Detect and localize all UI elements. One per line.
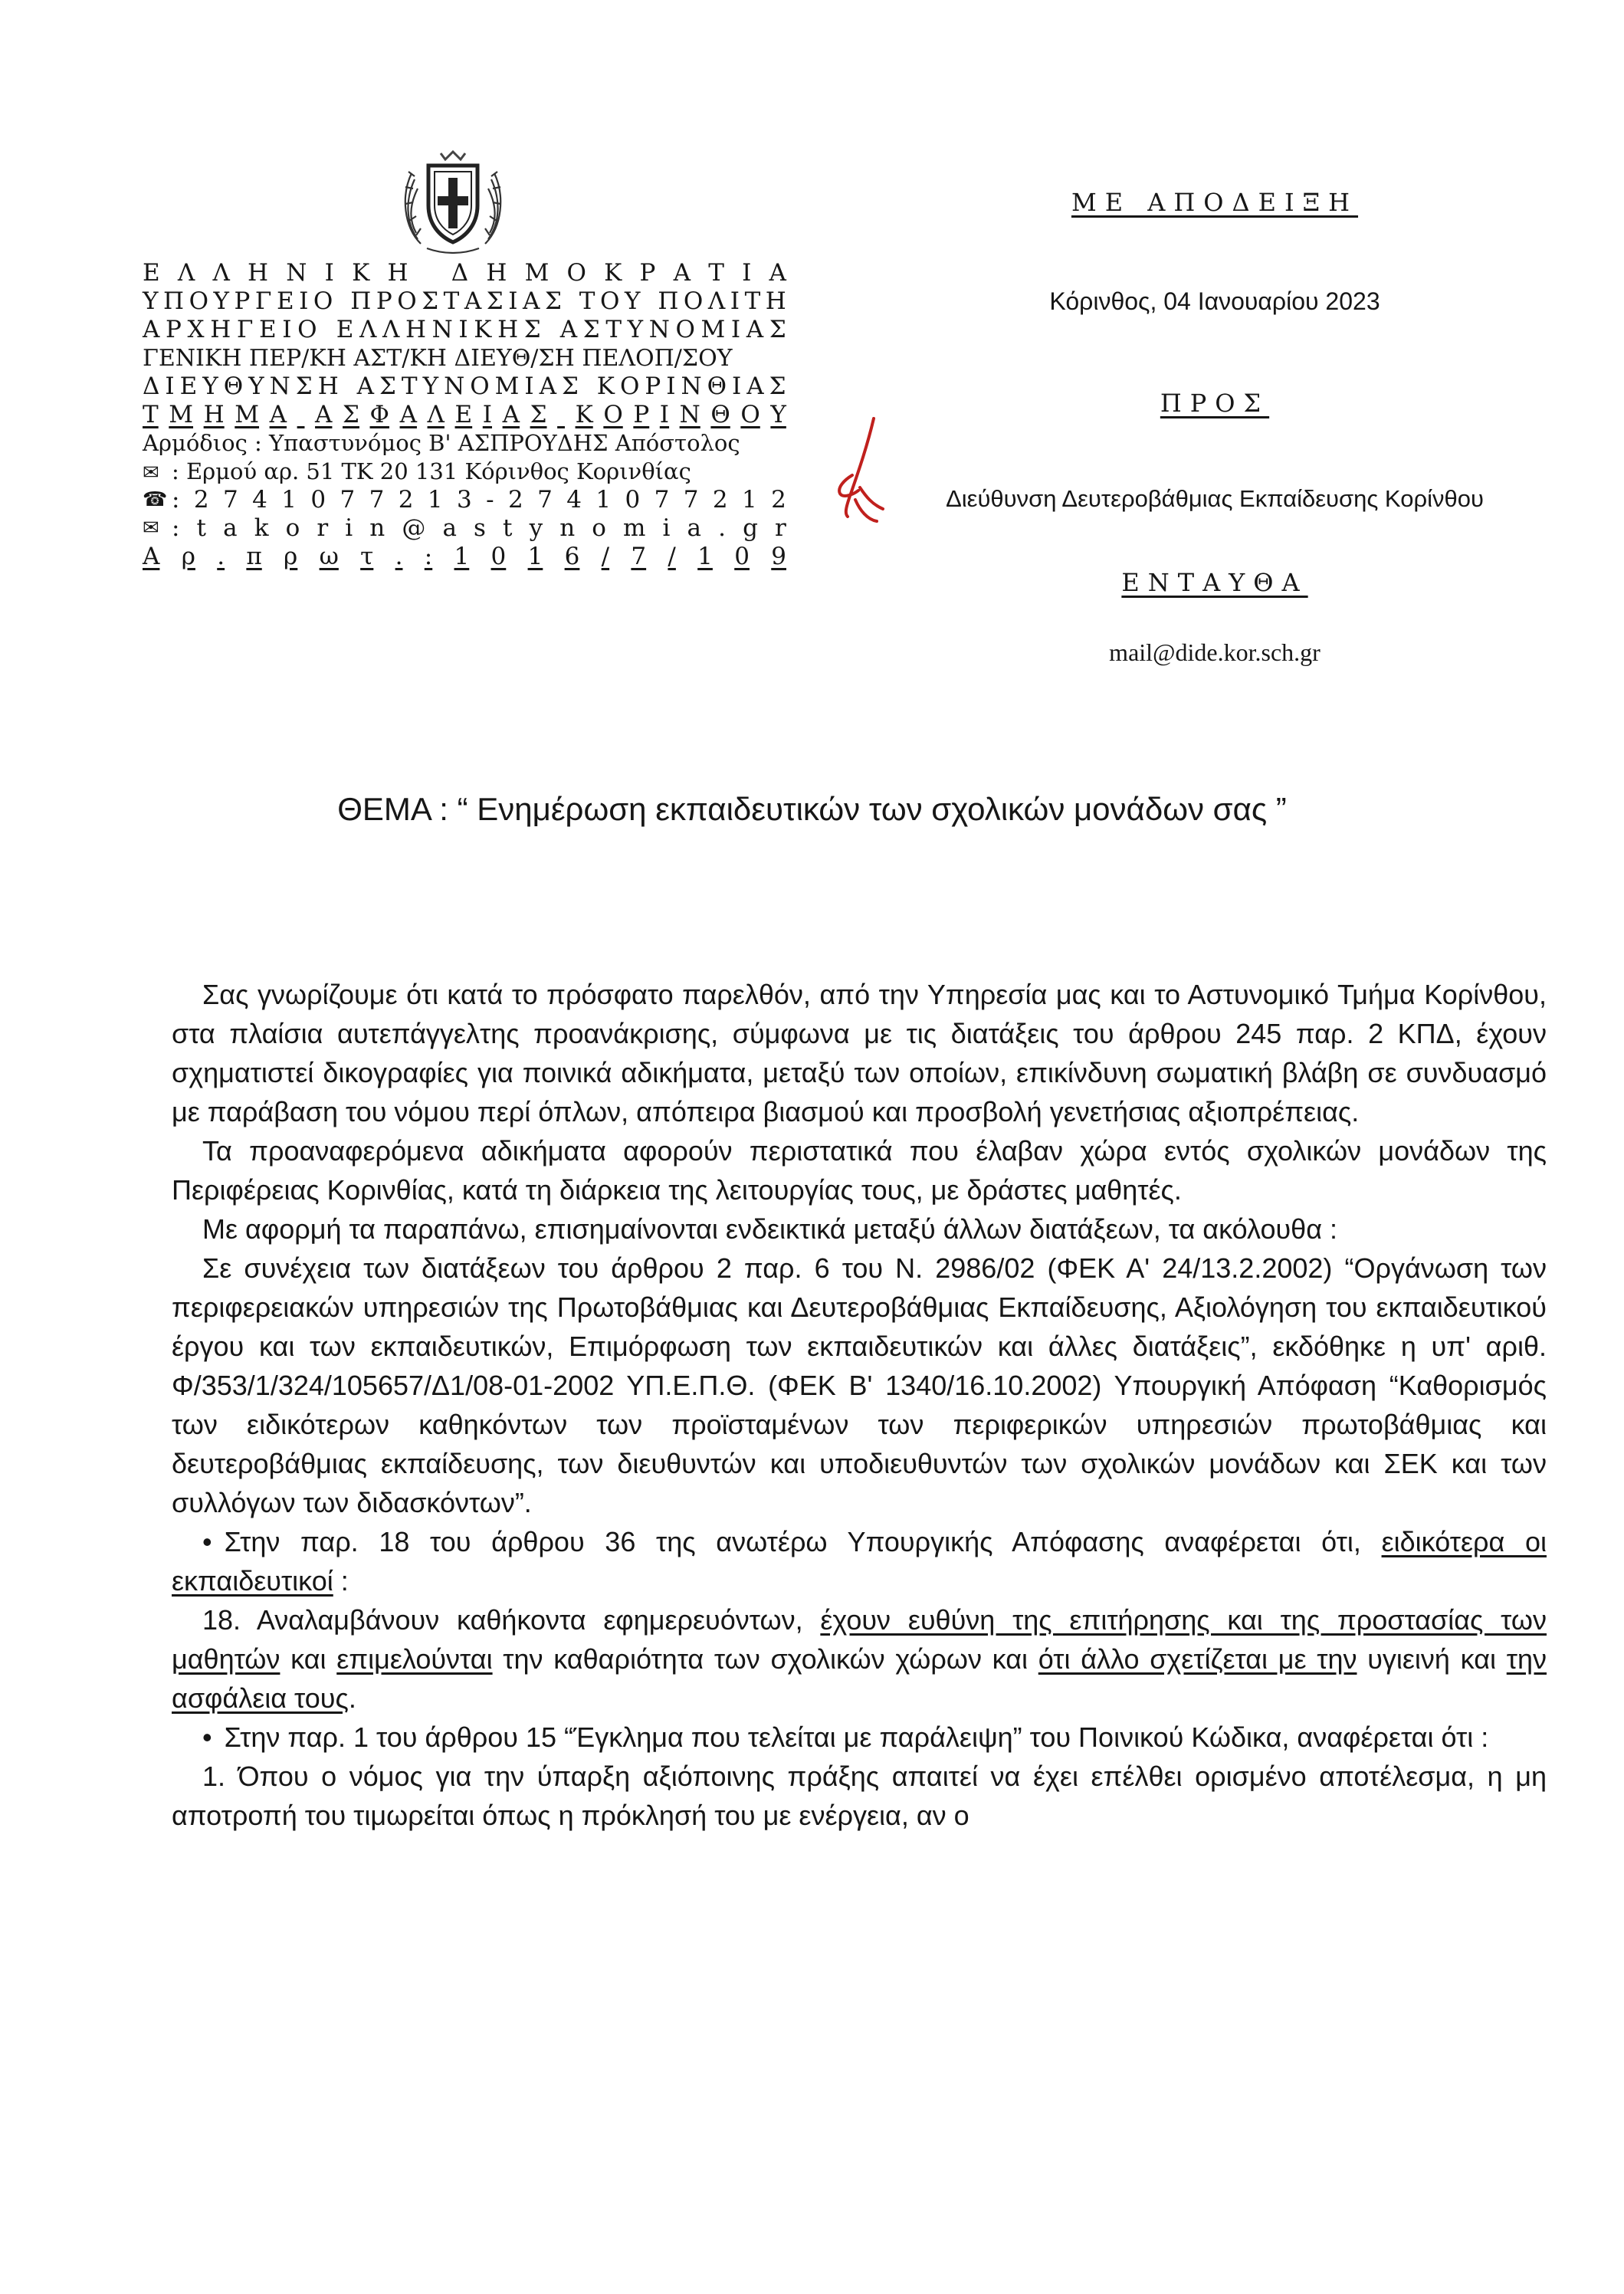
header-glyph: Θ <box>710 401 730 428</box>
header-glyph: Ι <box>482 401 493 428</box>
sender-header <box>143 259 786 571</box>
header-glyph: Η <box>497 316 519 343</box>
header-glyph: Ν <box>431 316 453 343</box>
header-glyph: Ρ <box>645 372 661 400</box>
header-glyph: Ο <box>313 287 333 315</box>
paragraph-8: 1. Όπου ο νόμος για την ύπαρξη αξιόποινης πράξης απαιτεί να έχει επέλθει ορισμένο αποτέλεσμα, η μη αποτροπή του τιμωρείται όπως η πρόκλησή του με ενέργεια, αν ο <box>172 1761 1547 1831</box>
header-glyph: Ι <box>508 287 518 315</box>
header-glyph: n <box>369 514 385 542</box>
header-glyph: Ρ <box>234 287 251 315</box>
header-glyph: Ρ <box>633 401 650 428</box>
header-glyph: k <box>254 514 269 542</box>
mailbox-icon: ✉ <box>143 461 159 484</box>
header-glyph: Α <box>502 401 520 428</box>
header-glyph: y <box>529 514 543 542</box>
header-glyph: Η <box>405 316 427 343</box>
header-glyph: r <box>775 514 786 542</box>
header-line-2 <box>143 287 786 316</box>
paragraph-6: 18. Αναλαμβάνουν καθήκοντα εφημερευόντων, έχουν ευθύνη της επιτήρησης και της προστασίας των μαθητών και επιμελούνται την καθαριότητα των σχολικών χώρων και ότι άλλο σχετίζεται με την υγιεινή και την ασφάλεια τους. <box>172 1604 1547 1714</box>
header-glyph: 1 <box>595 486 612 514</box>
header-glyph: Ε <box>259 316 277 343</box>
header-glyph: Ε <box>336 316 354 343</box>
header-glyph: Α <box>673 259 691 287</box>
header-glyph: Τ <box>401 372 418 400</box>
header-glyph: Θ <box>707 372 727 400</box>
telephone-icon: ☎ <box>143 488 168 511</box>
header-glyph: Ι <box>282 316 292 343</box>
header-glyph: Α <box>559 316 578 343</box>
header-glyph: 7 <box>683 486 699 514</box>
header-glyph: Ρ <box>376 287 392 315</box>
header-glyph: i <box>345 514 353 542</box>
header-glyph: Σ <box>523 316 541 343</box>
header-glyph: Ο <box>619 372 640 400</box>
header-glyph: Α <box>356 372 374 400</box>
header-glyph: Ε <box>454 401 473 428</box>
header-glyph: a <box>223 514 238 542</box>
header-glyph: t <box>503 514 513 542</box>
header-glyph: Ι <box>730 316 741 343</box>
header-glyph: Μ <box>524 259 550 287</box>
header-glyph: Χ <box>187 316 205 343</box>
header-glyph: Α <box>539 372 556 400</box>
header-glyph: 6 <box>564 543 580 570</box>
header-glyph: τ <box>360 543 374 570</box>
header-glyph: 0 <box>490 543 507 570</box>
header-line-6 <box>143 401 786 429</box>
header-glyph: s <box>474 514 486 542</box>
recipient-email: mail@dide.kor.sch.gr <box>1109 638 1321 666</box>
header-glyph: Ι <box>659 401 670 428</box>
header-glyph: Κ <box>352 259 370 287</box>
header-glyph: Γ <box>254 287 272 315</box>
header-glyph: / <box>601 543 610 570</box>
header-glyph <box>557 401 565 429</box>
header-glyph: Ν <box>444 372 465 400</box>
header-glyph: @ <box>402 514 426 542</box>
header-glyph: Ε <box>276 287 294 315</box>
phone-line <box>143 486 786 514</box>
header-glyph: 2 <box>771 486 786 514</box>
header-glyph: 3 <box>456 486 472 514</box>
address-line: ✉ : Ερμού αρ. 51 ΤΚ 20 131 Κόρινθος Κορινθίας <box>143 458 786 486</box>
header-glyph: 2 <box>193 486 209 514</box>
header-glyph: Ι <box>730 287 740 315</box>
letter-body <box>172 975 1547 1835</box>
header-glyph: Τ <box>708 259 724 287</box>
header-glyph <box>297 401 305 429</box>
header-glyph: Υ <box>627 316 644 343</box>
header-glyph: Δ <box>451 259 469 287</box>
header-glyph: ω <box>319 543 339 570</box>
header-glyph: Μ <box>700 316 726 343</box>
header-glyph: Υ <box>422 372 439 400</box>
bullet-paragraph-7: • Στην παρ. 1 του άρθρου 15 “Έγκλημα που τελείται με παράλειψη” του Ποινικού Κώδικα, αναφέρεται ότι : <box>172 1718 1547 1757</box>
header-glyph: ρ <box>181 543 195 570</box>
paragraph-2: Τα προαναφερόμενα αδικήματα αφορούν περιστατικά που έλαβαν χώρα εντός σχολικών μονάδων της Περιφέρειας Κορινθίας, κατά τη διάρκεια της λειτουργίας τους, με δράστες μαθητές. <box>172 1135 1547 1206</box>
header-glyph: Α <box>315 401 333 428</box>
header-glyph: Σ <box>582 316 600 343</box>
header-glyph: n <box>559 514 576 542</box>
header-glyph: Φ <box>369 401 389 428</box>
header-glyph: Α <box>399 401 417 428</box>
header-glyph: Τ <box>443 287 460 315</box>
header-glyph: Σ <box>769 372 786 400</box>
paragraph-4: Σε συνέχεια των διατάξεων του άρθρου 2 παρ. 6 του Ν. 2986/02 (ΦΕΚ Α' 24/13.2.2002) “Οργάνωση των περιφερειακών υπηρεσιών της Πρωτοβάθμιας και Δευτεροβάθμιας Εκπαίδευσης, Αξιολόγηση του εκπαιδευτικού έργου και των εκπαιδευτικών, Επιμόρφωση των εκπαιδευτικών και άλλες διατάξεις”, εκδόθηκε η υπ' αριθ. Φ/353/1/324/105657/Δ1/08-01-2002 ΥΠ.Ε.Π.Θ. (ΦΕΚ Β' 1340/16.10.2002) Υπουργική Απόφαση “Καθορισμός των ειδικότερων καθηκόντων των προϊσταμένων των περιφερικών υπηρεσιών πρωτοβάθμιας και δευτεροβάθμιας εκπαίδευσης, των διευθυντών και υποδιευθυντών των σχολικών μονάδων και ΣΕΚ και των συλλόγων των διδασκόντων”. <box>172 1252 1547 1518</box>
bullet-paragraph-5: • Στην παρ. 18 του άρθρου 36 της ανωτέρω Υπουργικής Απόφασης αναφέρεται ότι, ειδικότερα οι εκπαιδευτικοί : <box>172 1522 1547 1600</box>
header-glyph: 0 <box>734 543 750 570</box>
header-glyph: Ο <box>297 316 317 343</box>
header-glyph: Υ <box>624 287 641 315</box>
header-glyph: Ι <box>742 259 752 287</box>
header-glyph: Κ <box>604 259 622 287</box>
header-glyph: Η <box>317 372 339 400</box>
header-glyph: Ε <box>143 259 160 287</box>
header-glyph: 2 <box>712 486 728 514</box>
header-glyph: Η <box>765 287 786 315</box>
header-glyph: Μ <box>169 401 194 428</box>
envelope-icon: ✉ <box>143 517 159 540</box>
header-glyph: Λ <box>212 259 230 287</box>
header-glyph: Ν <box>681 372 702 400</box>
header-glyph: Σ <box>530 401 547 428</box>
header-glyph: 0 <box>625 486 641 514</box>
header-glyph <box>546 316 554 344</box>
header-glyph: Ο <box>675 316 695 343</box>
header-glyph: Ο <box>740 401 760 428</box>
header-glyph: Ι <box>165 372 175 400</box>
paragraph-1: Σας γνωρίζουμε ότι κατά το πρόσφατο παρελθόν, από την Υπηρεσία μας και το Αστυνομικό Τμήμα Κορίνθου, στα πλαίσια αυτεπάγγελτης προανάκρισης, σύμφωνα με τις διατάξεις του άρθρου 245 παρ. 2 ΚΠΔ, έχουν σχηματιστεί δικογραφίες για ποινικά αδικήματα, μεταξύ των οποίων, επικίνδυνη σωματική βλάβη σε συνδυασμό με παράβαση του νόμου περί όπλων, απόπειρα βιασμού και προσβολή γενετήσιας αξιοπρέπειας. <box>172 979 1547 1127</box>
header-glyph <box>344 372 352 401</box>
header-glyph <box>566 287 574 316</box>
header-glyph: Ο <box>600 287 620 315</box>
header-glyph: 7 <box>369 486 385 514</box>
header-glyph: 4 <box>252 486 267 514</box>
header-glyph: Λ <box>707 287 726 315</box>
header-glyph: Ι <box>524 372 534 400</box>
here-label: ΕΝΤΑΥΘΑ <box>1121 568 1308 597</box>
header-glyph: Τ <box>605 316 622 343</box>
header-glyph: Μ <box>494 372 520 400</box>
header-glyph <box>584 372 592 401</box>
header-glyph: Λ <box>177 259 195 287</box>
header-glyph: Π <box>350 287 372 315</box>
coat-of-arms-emblem <box>398 143 508 258</box>
header-glyph: Ν <box>679 401 700 428</box>
header-glyph: Ρ <box>639 259 656 287</box>
header-glyph: Λ <box>427 401 445 428</box>
header-glyph: 0 <box>310 486 326 514</box>
header-glyph: Ι <box>666 372 676 400</box>
header-glyph: 1 <box>427 486 443 514</box>
paragraph-3: Με αφορμή τα παραπάνω, επισημαίνονται ενδεικτικά μεταξύ άλλων διατάξεων, τα ακόλουθα : <box>202 1213 1338 1245</box>
header-glyph: 7 <box>537 486 553 514</box>
header-glyph: : <box>172 486 180 514</box>
header-glyph: 2 <box>507 486 523 514</box>
header-glyph: Τ <box>579 287 595 315</box>
header-glyph: Η <box>203 401 225 428</box>
header-glyph: Σ <box>422 287 439 315</box>
header-glyph: Ο <box>566 259 586 287</box>
header-glyph: Σ <box>486 287 504 315</box>
email-line <box>143 514 786 543</box>
header-glyph: Η <box>387 259 408 287</box>
header-glyph <box>338 287 346 316</box>
header-glyph: Α <box>269 401 287 428</box>
header-glyph: Ο <box>603 401 623 428</box>
header-glyph: Ο <box>470 372 490 400</box>
header-line-1 <box>143 259 786 287</box>
header-glyph <box>323 316 330 344</box>
header-glyph: Α <box>523 287 540 315</box>
header-glyph: Ι <box>299 287 309 315</box>
header-glyph: r <box>317 514 329 542</box>
header-glyph: Κ <box>596 372 615 400</box>
header-glyph: Μ <box>235 401 260 428</box>
header-line-3 <box>143 316 786 344</box>
header-glyph: Σ <box>544 287 562 315</box>
header-glyph: m <box>623 514 646 542</box>
to-label: ΠΡΟΣ <box>1160 389 1270 418</box>
header-glyph: - <box>486 486 494 514</box>
header-line-4: ΓΕΝΙΚΗ ΠΕΡ/ΚΗ ΑΣΤ/ΚΗ ΔΙΕΥΘ/ΣΗ ΠΕΛΟΠ/ΣΟΥ <box>143 345 733 372</box>
header-glyph: . <box>718 514 726 542</box>
header-glyph: g <box>743 514 758 542</box>
header-glyph: Π <box>163 287 185 315</box>
protocol-number <box>143 543 786 571</box>
header-glyph: Ν <box>648 316 670 343</box>
header-glyph: π <box>246 543 262 570</box>
header-glyph: a <box>442 514 457 542</box>
header-glyph: Σ <box>295 372 313 400</box>
header-glyph: o <box>285 514 300 542</box>
responsible-officer: Αρμόδιος : Υπαστυνόμος Β' ΑΣΠΡΟΥΔΗΣ Απόστολος <box>143 430 740 456</box>
header-glyph: : <box>424 543 433 570</box>
header-glyph: Υ <box>770 401 786 428</box>
header-glyph: Υ <box>213 287 229 315</box>
header-glyph: Α <box>464 287 482 315</box>
header-glyph: / <box>668 543 676 570</box>
header-glyph: Α <box>143 543 160 570</box>
recipient-name: Διεύθυνση Δευτεροβάθμιας Εκπαίδευσης Κορίνθου <box>946 485 1484 512</box>
header-glyph: Α <box>143 316 160 343</box>
header-glyph <box>645 287 653 316</box>
header-glyph: 7 <box>222 486 238 514</box>
header-glyph: Τ <box>143 401 159 428</box>
header-glyph: Α <box>746 316 764 343</box>
header-glyph: 1 <box>281 486 297 514</box>
header-glyph: o <box>592 514 606 542</box>
header-glyph: ρ <box>284 543 298 570</box>
header-glyph: Η <box>486 259 507 287</box>
header-glyph: Ε <box>179 372 198 400</box>
header-glyph: 1 <box>697 543 713 570</box>
header-glyph: 1 <box>527 543 543 570</box>
header-glyph: 9 <box>771 543 786 570</box>
header-glyph: 2 <box>398 486 414 514</box>
header-glyph: Ο <box>189 287 208 315</box>
header-glyph: Κ <box>474 316 492 343</box>
header-glyph: Υ <box>248 372 264 400</box>
header-glyph: Π <box>658 287 679 315</box>
header-glyph: Σ <box>562 372 579 400</box>
header-glyph: Θ <box>223 372 244 400</box>
header-glyph: Σ <box>343 401 359 428</box>
header-glyph: 7 <box>340 486 356 514</box>
header-glyph: Σ <box>379 372 396 400</box>
subject-line: ΘΕΜΑ : “ Ενημέρωση εκπαιδευτικών των σχολικών μονάδων σας ” <box>337 791 1287 827</box>
header-glyph: . <box>395 543 403 570</box>
header-glyph: Ι <box>324 259 334 287</box>
header-glyph: Ν <box>286 259 307 287</box>
header-glyph: Α <box>746 372 764 400</box>
header-glyph: Λ <box>359 316 377 343</box>
header-glyph: 4 <box>566 486 582 514</box>
header-glyph: Η <box>210 316 231 343</box>
header-glyph: Γ <box>236 316 254 343</box>
header-glyph: i <box>662 514 671 542</box>
header-glyph <box>426 259 434 287</box>
header-glyph: Ο <box>683 287 704 315</box>
header-glyph: Λ <box>382 316 400 343</box>
header-glyph: Η <box>248 259 269 287</box>
header-glyph: : <box>172 514 180 542</box>
header-glyph: Ρ <box>166 316 182 343</box>
header-glyph: Υ <box>143 287 159 315</box>
header-glyph: t <box>196 514 207 542</box>
header-glyph: 7 <box>631 543 647 570</box>
header-glyph: 1 <box>454 543 470 570</box>
header-glyph: . <box>217 543 225 570</box>
header-glyph: Κ <box>575 401 593 428</box>
delivery-notice: ΜΕ ΑΠΟΔΕΙΞΗ <box>1071 188 1359 217</box>
header-glyph: Α <box>769 259 786 287</box>
header-glyph: Ν <box>269 372 290 400</box>
header-glyph: Υ <box>202 372 218 400</box>
header-glyph: a <box>687 514 702 542</box>
header-glyph: 1 <box>741 486 757 514</box>
header-glyph: Ι <box>732 372 742 400</box>
header-glyph: Τ <box>744 287 761 315</box>
header-glyph: Σ <box>769 316 786 343</box>
header-glyph: Ο <box>397 287 417 315</box>
header-glyph: Ι <box>458 316 468 343</box>
header-glyph: 7 <box>654 486 670 514</box>
header-line-5 <box>143 372 786 401</box>
place-date: Κόρινθος, 04 Ιανουαρίου 2023 <box>1049 287 1380 315</box>
header-glyph: Δ <box>143 372 160 400</box>
